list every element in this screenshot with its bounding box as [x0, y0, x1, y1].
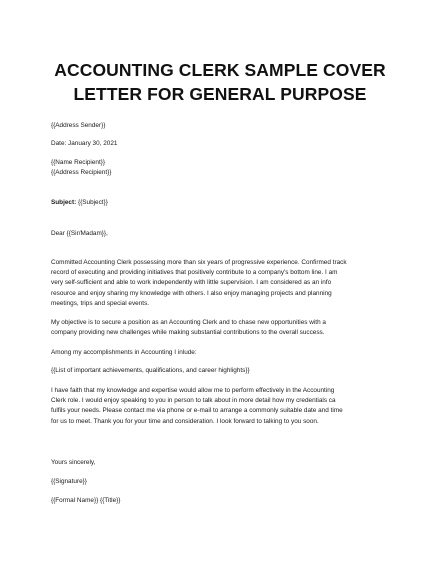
subject-label: Subject:: [51, 199, 77, 206]
paragraph-line: My objective is to secure a position as an Accounting Clerk and to chase new opportunities with a: [51, 319, 326, 326]
paragraph-line: company providing new challenges while making substantial contributions to the overall success.: [51, 329, 325, 337]
closing-phrase: Yours sincerely,: [51, 459, 96, 466]
paragraph-line: resource and enjoy sharing my knowledge with others. I also enjoy managing projects and planning: [51, 289, 332, 297]
paragraph-line: fulfils your needs. Please contact me via phone or e-mail to arrange a commonly suitable date and time: [51, 407, 343, 415]
address-sender: {{Address Sender}}: [51, 122, 106, 129]
name-recipient: {{Name Recipient}}: [51, 159, 106, 166]
paragraph-achievements-list: {{List of important achievements, qualifications, and career highlights}}: [51, 367, 250, 374]
paragraph-accomplishments: Among my accomplishments in Accounting I inlude:: [51, 349, 197, 356]
paragraph-line: Clerk role. I would enjoy speaking to you in person to talk about in more detail how my credentials ca: [51, 397, 336, 405]
paragraph-closing: [51, 386, 386, 427]
signature-placeholder: {{Signature}}: [51, 478, 87, 485]
letter-date: Date: January 30, 2021: [51, 140, 118, 147]
paragraph-line: very self-sufficient and able to work independently with little supervision. I am considered as an info: [51, 279, 332, 287]
title-line-1: ACCOUNTING CLERK SAMPLE COVER: [54, 60, 386, 80]
paragraph-line: meetings, trips and special events.: [51, 299, 150, 307]
salutation: Dear {{Sir/Madam}},: [51, 230, 108, 237]
title-line-2: LETTER FOR GENERAL PURPOSE: [73, 84, 367, 104]
subject-value: {{Subject}}: [76, 199, 108, 206]
paragraph-line: record of executing and providing initiatives that positively contribute to a company's bottom line. I am: [51, 269, 338, 277]
document-title: [30, 58, 410, 106]
paragraph-intro: [51, 258, 386, 309]
paragraph-line: I have faith that my knowledge and expertise would allow me to perform effectively in the Accounting: [51, 387, 335, 394]
address-recipient: {{Address Recipient}}: [51, 169, 112, 176]
paragraph-objective: [51, 318, 386, 338]
subject-line: [51, 198, 108, 208]
paragraph-line: Committed Accounting Clerk possessing more than six years of progressive experience. Confirmed track: [51, 259, 347, 266]
formal-name-title: {{Formal Name}} {{Title}}: [51, 497, 121, 504]
paragraph-line: for us to meet. Thank you for your time and consideration. I look forward to talking to you soon.: [51, 417, 319, 425]
